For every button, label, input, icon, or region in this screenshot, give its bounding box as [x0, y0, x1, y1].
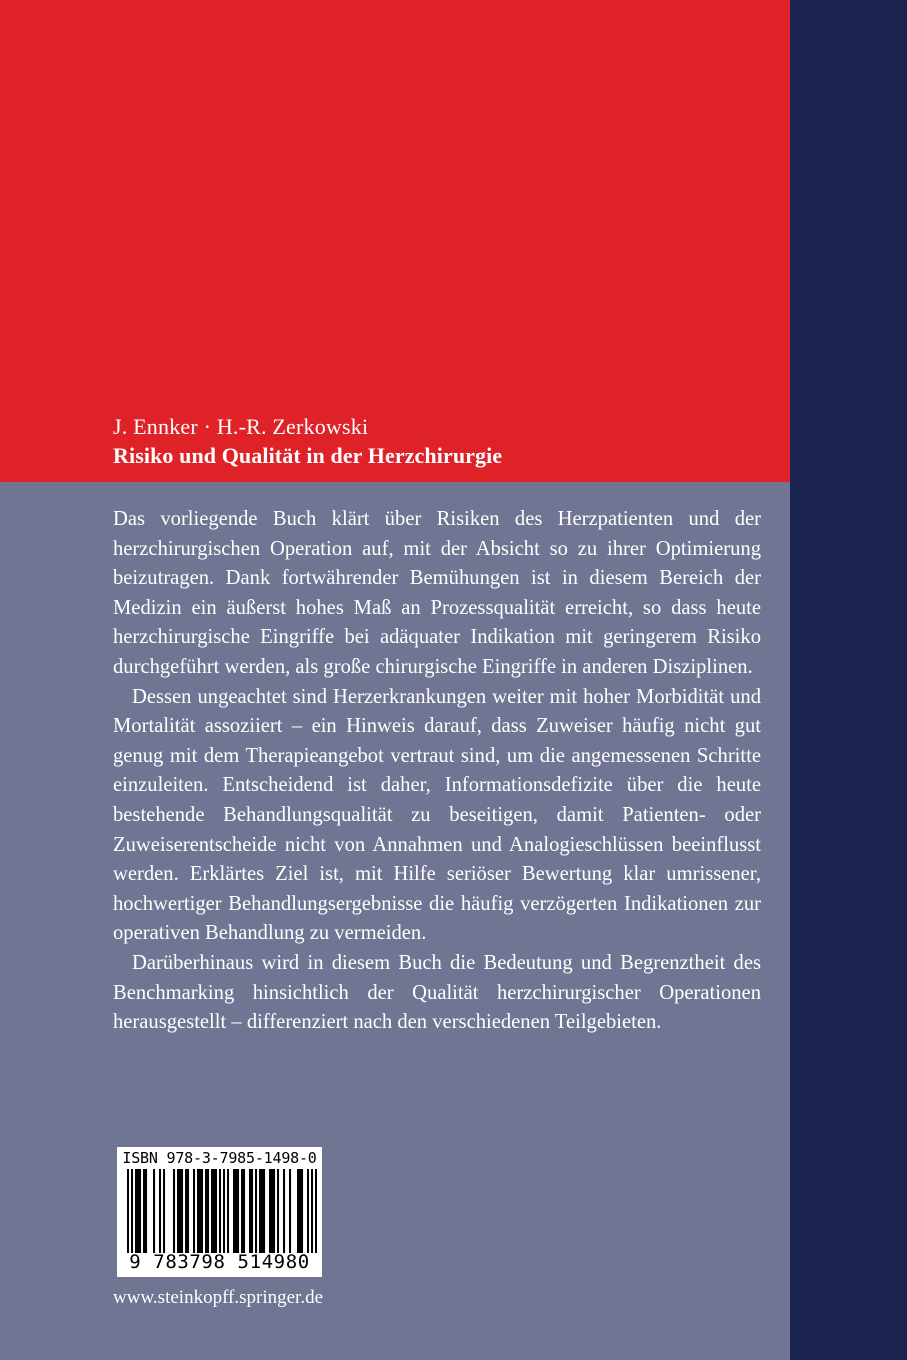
barcode-bar [237, 1169, 239, 1253]
book-title: Risiko und Qualität in der Herzchirurgie [113, 443, 503, 468]
barcode-bar [299, 1169, 301, 1253]
barcode-bar [269, 1169, 271, 1253]
barcode-bar [283, 1169, 285, 1253]
barcode-bar [223, 1169, 225, 1253]
barcode-bar [207, 1169, 209, 1253]
barcode-bar [201, 1169, 203, 1253]
barcode-bar [193, 1169, 195, 1253]
barcode-bar [227, 1169, 229, 1253]
isbn-label: ISBN 978-3-7985-1498-0 [122, 1149, 317, 1167]
barcode-bar [259, 1169, 261, 1253]
blurb-text [113, 505, 761, 1038]
barcode-bar [205, 1169, 207, 1253]
barcode-bar [251, 1169, 253, 1253]
barcode-bar [163, 1169, 165, 1253]
barcode-bar [199, 1169, 201, 1253]
barcode-bar [311, 1169, 313, 1253]
barcode-bar [301, 1169, 303, 1253]
publisher-website: www.steinkopff.springer.de [113, 1287, 324, 1308]
barcode-bar [127, 1169, 129, 1253]
barcode-bar [173, 1169, 175, 1253]
barcode-bar [249, 1169, 251, 1253]
barcode-bar [215, 1169, 217, 1253]
barcode-bar [131, 1169, 133, 1253]
barcode-bar [145, 1169, 147, 1253]
barcode-bar [243, 1169, 245, 1253]
authors-line: J. Ennker · H.-R. Zerkowski [113, 414, 369, 439]
barcode-bar [233, 1169, 235, 1253]
blurb-paragraph-3: Darüberhinaus wird in diesem Buch die Bedeutung und Begrenztheit des Benchmarking hinsichtlich der Qualität herzchirurgischer Operationen herausgestellt – differenziert nach den verschiedenen Teilgebieten. [113, 951, 761, 1034]
barcode-bar [255, 1169, 257, 1253]
barcode-bar [213, 1169, 215, 1253]
barcode-bar [219, 1169, 221, 1253]
barcode-bar [315, 1169, 317, 1253]
barcode-bar [159, 1169, 161, 1253]
barcode-bar [289, 1169, 291, 1253]
barcode-bar [137, 1169, 139, 1253]
barcode-bar [187, 1169, 189, 1253]
barcode-bar [181, 1169, 183, 1253]
red-title-band [0, 0, 790, 482]
barcode-bar [179, 1169, 181, 1253]
barcode-bar [241, 1169, 243, 1253]
barcode-bar [271, 1169, 273, 1253]
barcode-bar [139, 1169, 141, 1253]
barcode-bar [135, 1169, 137, 1253]
barcode-bar [273, 1169, 275, 1253]
barcode-bar [297, 1169, 299, 1253]
book-spine-strip [790, 0, 907, 1360]
barcode-bar [153, 1169, 155, 1253]
barcode-bar [235, 1169, 237, 1253]
barcode-bar [143, 1169, 145, 1253]
barcode-bar [185, 1169, 187, 1253]
barcode-bar [277, 1169, 279, 1253]
barcode-bar [197, 1169, 199, 1253]
ean-digits: 9 783798 514980 [129, 1251, 310, 1273]
barcode-bar [307, 1169, 309, 1253]
blurb-paragraph-1: Das vorliegende Buch klärt über Risiken des Herzpatienten und der herzchirurgischen Operation auf, mit der Absicht so zu ihrer Optimierung beizutragen. Dank fortwährender Bemühungen ist in diesem Bereich der Medizin ein äußerst hohes Maß an Prozessqualität erreicht, so dass heute herzchirurgische Eingriffe bei adäquater Indikation mit geringerem Risiko durchgeführt werden, als große chirurgische Eingriffe in anderen Disziplinen. [113, 508, 761, 678]
barcode-bars [127, 1169, 317, 1253]
blurb-paragraph-2: Dessen ungeachtet sind Herzerkrankungen weiter mit hoher Morbidität und Mortalität assoziiert – ein Hinweis darauf, dass Zuweiser häufig nicht gut genug mit dem Therapieangebot vertraut sind, um die angemessenen Schritte einzuleiten. Entscheidend ist daher, Informationsdefizite über die heute bestehende Behandlungsqualität zu beseitigen, damit Patienten- oder Zuweiserentscheide nicht von Annahmen und Analogieschlüssen beeinflusst werden. Erklärtes Ziel ist, mit Hilfe seriöser Bewertung klar umrissener, hochwertiger Behandlungsergebnisse die häufig verzögerten Indikationen zur operativen Behandlung zu vermeiden. [113, 685, 761, 945]
barcode-bar [211, 1169, 213, 1253]
barcode-bar [261, 1169, 263, 1253]
isbn-barcode [117, 1147, 322, 1277]
barcode-bar [177, 1169, 179, 1253]
barcode-bar [263, 1169, 265, 1253]
